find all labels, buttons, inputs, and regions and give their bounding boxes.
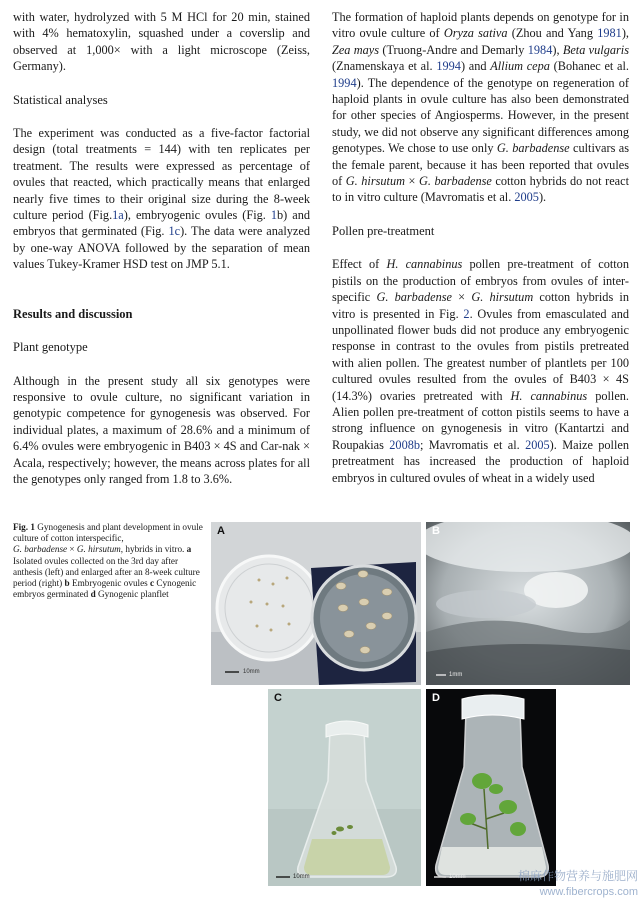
fig-ref-link[interactable]: 1c xyxy=(168,224,181,239)
citation-link[interactable]: 1981 xyxy=(597,26,622,41)
figure-caption: Fig. 1 Gynogenesis and plant development in ovule culture of cotton interspecific, G. barbadense × G. hirsutum, hybrids in vitro. a Isolated ovules collected on the 3rd day after anthesis (left) and enlarged after an 8-week culture period (right) b Embryogenic ovules c Cynogenic embryos germinated d Gynogenic planflet xyxy=(13,522,203,600)
scale-bar-label: 10mm xyxy=(449,874,466,880)
watermark xyxy=(517,868,638,898)
species-name: H. cannabinus xyxy=(510,388,588,403)
heading-statistical-analyses: Statistical analyses xyxy=(13,92,108,107)
watermark-text: 棉麻作物营养与施肥网 xyxy=(517,869,638,883)
panel-label-c: C xyxy=(274,692,282,704)
heading-pollen-pretreatment: Pollen pre-treatment xyxy=(332,223,435,238)
citation-link[interactable]: 1994 xyxy=(436,59,461,74)
figure-panel-a xyxy=(211,522,421,685)
species-name: G. barbadense xyxy=(496,141,570,156)
paragraph-genotype-dependence: The formation of haploid plants depends on genotype for in vitro ovule culture of Oryza sativa (Zhou and Yang 1981), Zea mays (Truong-Andre and Demarly 1984), Beta vulgaris (Znamenskaya et al. 1994) and Allium cepa (Bohanec et al. 1994). The dependence of the genotype on regeneration of haploid plants in ovule culture has also been demonstrated for other species of Angiosperms. However, in the present study, we did not observe any significant differences among genotypes. We chose to use only G. barbadense cultivars as the female parent, because it has been reported that ovules of G. hirsutum × G. barbadense cotton hybrids do not react to in vitro culture (Mavromatis et al. 2005). xyxy=(332,10,630,205)
figure-panel-b xyxy=(426,522,630,685)
petri-dishes-image xyxy=(211,522,421,685)
right-column xyxy=(332,9,629,486)
panel-label-b: B xyxy=(432,525,440,537)
embryogenic-ovules-image xyxy=(426,522,630,685)
species-name: G. barbadense xyxy=(418,174,492,189)
panel-label-a: A xyxy=(217,525,225,537)
scale-bar-label: 10mm xyxy=(293,874,310,880)
species-name: H. cannabinus xyxy=(386,257,463,272)
heading-results-discussion: Results and discussion xyxy=(13,306,133,321)
paragraph-genotype: Although in the present study all six genotypes were responsive to ovule culture, no significant variation in genotypic competence for gynogenesis was observed. For individual plates, a maximum of 28.6% and a minimum of 6.4% ovules were embryogenic in B403 × 4S and Car-nak × Acala, respectively; however, the means across plates for all the genotypes only ranged from 1.8 to 3.6%. xyxy=(13,373,310,486)
species-name: G. hirsutum xyxy=(471,290,534,305)
paragraph-statistics: The experiment was conducted as a five-factor factorial design (total treatments = 144) with ten replicates per treatment. The results were expressed as percentage of ovules that reacted, which practically means that enlarged nearly five times to their original size during the 8-week culture period (Fig.1a), embryogenic ovules (Fig. 1b) and embryos that germinated (Fig. 1c). The data were analyzed by one-way ANOVA followed by the separation of mean values Tukey-Kramer HSD test on JMP 5.1. xyxy=(13,126,311,272)
species-name: G. hirsutum xyxy=(345,174,405,189)
fig-ref-link[interactable]: 1 xyxy=(270,208,277,223)
panel-label-d: D xyxy=(432,692,440,704)
scale-bar-label: 1mm xyxy=(449,672,463,678)
citation-link[interactable]: 2005 xyxy=(514,190,539,205)
citation-link[interactable]: 1994 xyxy=(332,75,357,90)
species-name: Oryza sativa xyxy=(443,26,508,41)
citation-link[interactable]: 1984 xyxy=(527,42,553,57)
species-name: Allium cepa xyxy=(490,59,550,74)
gynogenic-plantlet-flask-image xyxy=(426,689,556,886)
fig-ref-link[interactable]: 2 xyxy=(463,306,470,321)
species-name: Beta vulgaris xyxy=(562,42,629,57)
citation-link[interactable]: 2005 xyxy=(525,437,550,452)
figure-panel-d xyxy=(426,689,556,886)
citation-link[interactable]: 2008b xyxy=(389,437,421,452)
germinated-embryo-flask-image xyxy=(268,689,421,886)
watermark-url[interactable]: www.fibercrops.com xyxy=(539,886,638,898)
figure-label: Fig. 1 xyxy=(13,522,35,532)
paragraph-methods-end: with water, hydrolyzed with 5 M HCl for 20 min, stained with 4% hematoxylin, squashed under a coverslip and observed at 1,000× with a light microscope (Zeiss, Germany). xyxy=(13,10,310,74)
species-name: G. barbadense xyxy=(376,290,452,305)
paragraph-pollen: Effect of H. cannabinus pollen pre-treatment of cotton pistils on the production of embryos from ovules of inter-specific G. barbadense × G. hirsutum cotton hybrids in vitro is presented in Fig. 2. Ovules from emasculated and unpollinated flower buds did not produce any embryogenic response in contrast to the ovules from pistils pretreated with alien pollen. The greatest number of plantlets per 100 cultured ovules resulted from the ovules of B403 × 4S (14.3%) ovaries pretreated with H. cannabinus pollen. Alien pollen pre-treatment of cotton pistils seems to have a strong influence on gynogenesis in vitro (Kantartzi and Roupakias 2008b; Mavromatis et al. 2005). Maize pollen pretreatment has increased the production of haploid embryos in cultured ovules of wheat in a widely used xyxy=(332,257,630,485)
heading-plant-genotype: Plant genotype xyxy=(13,340,88,355)
fig-ref-link[interactable]: 1a xyxy=(112,208,124,223)
left-column xyxy=(13,9,310,487)
figure-panel-c xyxy=(268,689,421,886)
scale-bar-label: 10mm xyxy=(243,669,260,675)
species-name: Zea mays xyxy=(332,42,380,57)
